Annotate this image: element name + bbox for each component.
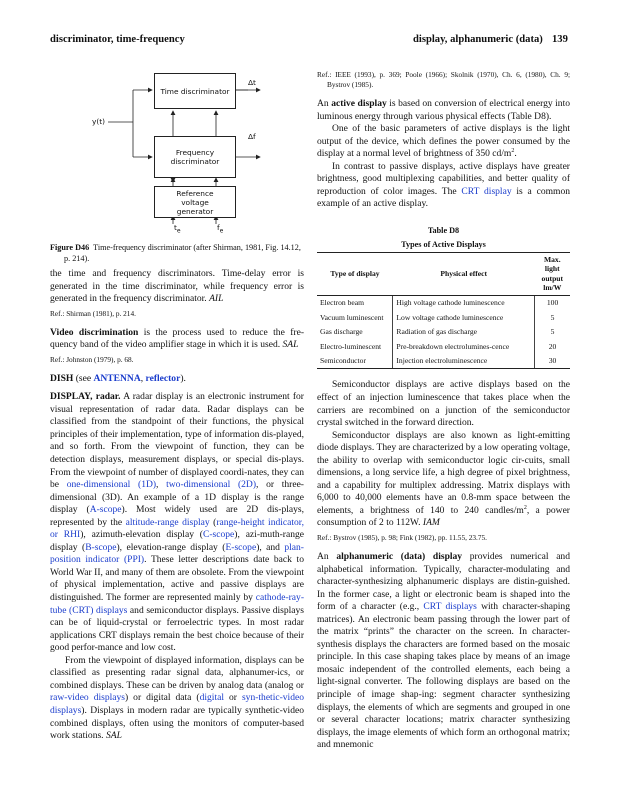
figure-label: Figure D46 [50, 243, 90, 252]
right-column [317, 70, 570, 752]
semiconductor-paragraph-1: Semiconductor displays are active displays based on the effect of an injection luminescence that takes place when the carriers are recombined on a junction of the semiconductor crystal switched in the forward direction. [317, 379, 570, 429]
1d-link[interactable]: one-dimensional (1D) [66, 479, 157, 491]
table-cell: 30 [535, 354, 570, 369]
table-cell: Electron beam [320, 298, 365, 308]
time-discriminator-block: Time discriminator [154, 73, 236, 109]
e-scope-link[interactable]: E-scope [225, 541, 257, 553]
2d-link[interactable]: two-dimensional (2D) [166, 479, 257, 491]
delta-f-output-label: Δf [248, 132, 256, 141]
active-display-paragraph-3: In contrast to passive displays, active displays have greater brightness, good multiplexing capabilities, and better quality of reproduction of color images. The CRT display is a common example of an active display. [317, 160, 570, 210]
reference-bystrov-fink: Ref.: Bystrov (1985), p. 98; Fink (1982), pp. 11.55, 23.75. [317, 532, 487, 542]
table-cell: Radiation of gas discharge [393, 325, 535, 340]
table-title: Table D8 [427, 225, 460, 235]
running-head-left: discriminator, time-frequency [50, 34, 185, 45]
left-column [50, 268, 304, 743]
table-row [317, 295, 570, 310]
table-cell: Semiconductor [317, 354, 393, 369]
table-cell: Electro-luminescent [320, 341, 382, 351]
table-header-type: Type of display [317, 252, 393, 295]
table-row [317, 325, 570, 340]
reflector-link[interactable]: reflector [145, 372, 181, 384]
table-cell: 5 [535, 325, 570, 340]
table-row [317, 310, 570, 325]
synthetic-video-displays-link[interactable]: syn-thetic-video displays [50, 692, 304, 716]
page-number: 139 [552, 34, 568, 45]
discriminator-continuation: the time and frequency discriminators. Time-delay error is generated in the time discriminator, while frequency error is generated in the frequency discriminator. AIL [50, 268, 304, 305]
frequency-discriminator-block: Frequency discriminator [154, 136, 236, 178]
table-cell: Gas discharge [320, 327, 363, 337]
te-input-label: $t_e$ [174, 223, 181, 235]
ppi-link[interactable]: plan-position indicator (PPI) [50, 541, 304, 566]
reference-voltage-generator-block: Reference voltage generator [154, 186, 236, 218]
rhi-link[interactable]: range-height indicator, or RHI [50, 516, 304, 541]
display-radar-paragraph-2: From the viewpoint of displayed information, displays can be classified as presenting radar signal data, alphanumer-ics, or combined displays. These can be driven by analog data (analog or raw-video displays) or digital data (digital or syn-thetic-video displays). Displays in modern radar are typically synthetic-video combined displays, often using the monitors of computer-based work stations. SAL [50, 654, 304, 742]
alphanumeric-display-entry: An alphanumeric (data) display provides numerical and alphabetical information. Typically, character-modulating and character-synthesizing alphanumeric displays are distin-guished. In the former case, a light or electronic beam is shaped into the form of a character (e.g., CRT displays with character-shaping matrices). An electronic beam passing through the lower part of the matrix “prints” the character on the screen. In character-synthesis displays the characters are formed based on the mosaic principle. In this case shaping takes place by means of an image mosaic independent of the controlled elements, each being a light-signal converter. The following displays are based on the principle of image shap-ing: segment character synthesizing displays, the elements of which are segments and grouped in one or several character locations; matrix character synthesizing displays, the image elements of which form an orthogonal matrix; and mnemonic [317, 550, 570, 751]
table-cell: Low voltage cathode luminescence [393, 310, 535, 325]
reference-ieee: Ref.: IEEE (1993), p. 369; Poole (1966); Skolnik (1970), Ch. 6, (1980), Ch. 9; Bystrov (1985). [317, 70, 570, 89]
table-cell: 20 [535, 339, 570, 354]
dish-entry: DISH (see ANTENNA, reflector). [50, 372, 186, 384]
table-header-effect: Physical effect [393, 252, 535, 295]
table-subtitle: Types of Active Displays [401, 239, 486, 249]
table-cell: High voltage cathode luminescence [393, 295, 535, 310]
table-d8 [317, 225, 570, 370]
table-cell: Injection electroluminescence [393, 354, 535, 369]
digital-link[interactable]: digital [199, 692, 224, 704]
figure-d46-diagram [88, 60, 298, 242]
c-scope-link[interactable]: C-scope [203, 529, 235, 541]
table-cell: Pre-breakdown electrolumines-cence [393, 339, 535, 354]
figure-caption: Figure D46 Time-frequency discriminator (after Shirman, 1981, Fig. 14.12, p. 214). [50, 243, 301, 263]
table-cell: 100 [535, 295, 570, 310]
altitude-range-display-link[interactable]: altitude-range display [125, 516, 210, 528]
reference-shirman: Ref.: Shirman (1981), p. 214. [50, 308, 136, 318]
input-signal-label: y(t) [92, 117, 106, 126]
b-scope-link[interactable]: B-scope [85, 541, 117, 553]
table-cell: 5 [535, 310, 570, 325]
display-radar-entry: DISPLAY, radar. A radar display is an electronic instrument for visual representation of radar data. Radar displays can be classified from the standpoint of their functions, the physical principles of their implementation, type of information dis-played, and so forth. From the viewpoint of function, they can be detection displays, measurement displays, or special dis-plays. From the viewpoint of number of displayed coordi-nates, they can be one-dimensional (1D), two-dimensional (2D), or three-dimensional (3D). An example of a 1D display is the range display (A-scope). Most widely used are 2D dis-plays, represented by the altitude-range display (range-height indicator, or RHI), azimuth-elevation display (C-scope), azi-muth-range display (B-scope), elevation-range display (E-scope), and plan-position indicator (PPI). These letter descriptions date back to World War II, and many of them are obsolete. From the viewpoint of physical implementation, active and passive displays are distinguished. The former are represented mainly by cathode-ray-tube (CRT) displays and semiconductor displays. Passive displays can be of liquid-crystal or ferroelectric types. In most radar applications CRT displays remain the best choice because of their good perfor-mance and low cost. [50, 391, 305, 654]
running-head-right: display, alphanumeric (data) [413, 34, 543, 45]
active-display-entry: An active display is based on conversion of electrical energy into luminous energy through various physical effects (Table D8). [317, 98, 570, 122]
active-display-paragraph-2: One of the basic parameters of active displays is the light output of the device, which defines the power consumed by the display at a normal level of brightness of 350 $cd/m^2$. [317, 123, 570, 160]
delta-t-output-label: Δt [248, 78, 256, 87]
crt-displays-link-2[interactable]: CRT displays [423, 601, 477, 613]
crt-displays-link[interactable]: cathode-ray-tube (CRT) displays [50, 592, 304, 616]
table-cell: Vacuum luminescent [320, 312, 384, 322]
fe-input-label: $f_e$ [217, 223, 224, 235]
table-row [317, 354, 570, 369]
video-discrimination-entry: Video discrimination is the process used to reduce the fre-quency band of the video amplifier stage in which it is used. SAL [50, 326, 304, 351]
crt-display-link[interactable]: CRT display [461, 185, 512, 197]
table-row [317, 339, 570, 354]
active-displays-table [317, 252, 570, 370]
reference-johnston: Ref.: Johnston (1979), p. 68. [50, 354, 134, 364]
raw-video-displays-link[interactable]: raw-video displays [50, 692, 125, 704]
table-header-row [317, 252, 570, 295]
a-scope-link[interactable]: A-scope [89, 504, 122, 516]
antenna-link[interactable]: ANTENNA [93, 372, 141, 384]
table-header-output: Max. light output lm/W [535, 252, 570, 295]
semiconductor-paragraph-2: Semiconductor displays are also known as light-emitting diode displays. They are characterized by a low operating voltage, the ability to overlap with semiconductor logic cir-cuits, small dimensions, a long service life, a high degree of pixel brightness, and a capability for multiplex addressing. Matrix displays with 6,000 to 40,000 elements have an 0.8-mm space between the elements, a brightness of 140 to 240 candles/$m^2$, a power consumption of 2 to 112W. IAM [317, 429, 570, 529]
